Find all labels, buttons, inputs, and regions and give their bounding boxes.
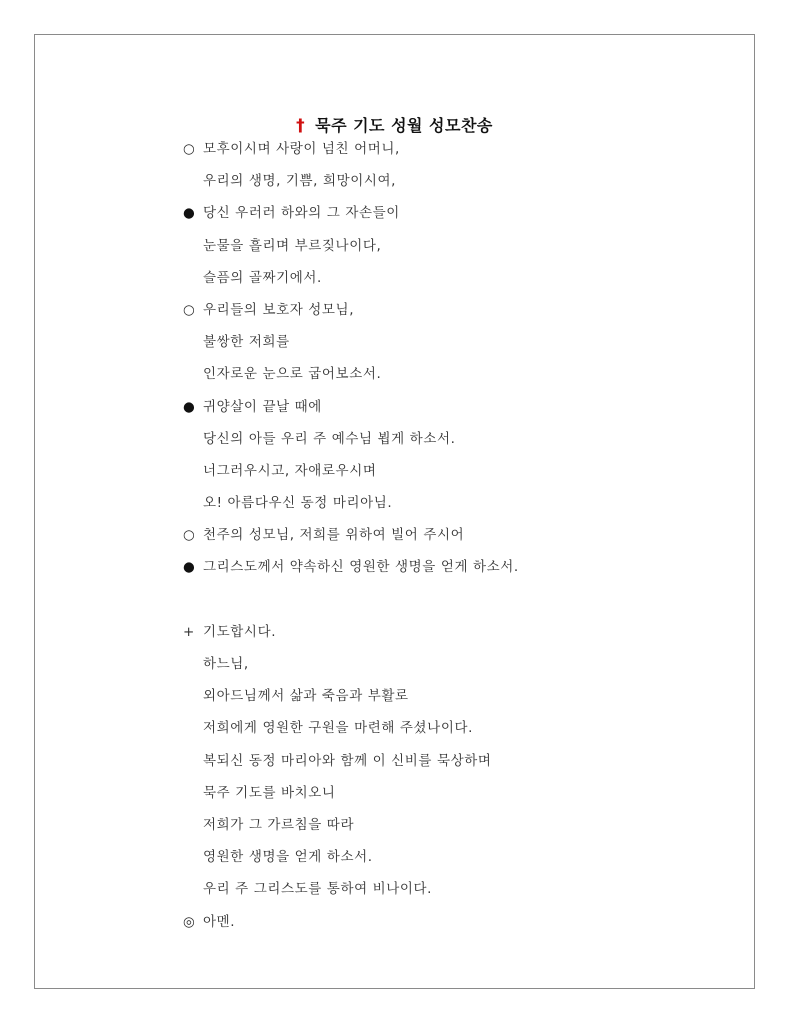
document-page (34, 34, 755, 989)
prayer-line (183, 165, 519, 197)
double-circle-icon: ◎ (183, 913, 196, 930)
plus-icon: + (183, 623, 195, 640)
line-text: 우리의 생명, 기쁨, 희망이시여, (203, 173, 397, 190)
prayer-line (183, 133, 519, 165)
prayer-line (183, 873, 519, 905)
prayer-line (183, 294, 519, 326)
prayer-line (183, 712, 519, 744)
line-text: 모후이시며 사랑이 넘친 어머니, (203, 141, 400, 157)
prayer-line (183, 519, 519, 551)
line-text: 묵주 기도를 바치오니 (203, 784, 336, 801)
prayer-line (183, 358, 519, 390)
line-text: 인자로운 눈으로 굽어보소서. (203, 366, 382, 383)
line-text: 저희가 그 가르침을 따라 (203, 816, 355, 833)
line-text: 영원한 생명을 얻게 하소서. (203, 849, 373, 866)
line-text: 외아드님께서 삶과 죽음과 부활로 (203, 688, 409, 705)
prayer-line (183, 197, 519, 229)
line-text: 오! 아름다우신 동정 마리아님. (203, 495, 393, 512)
line-text: 천주의 성모님, 저희를 위하여 빌어 주시어 (203, 527, 465, 544)
prayer-line (183, 616, 519, 648)
line-text: 당신의 아들 우리 주 예수님 뵙게 하소서. (203, 430, 456, 447)
prayer-line (183, 455, 519, 487)
line-text: 복되신 동정 마리아와 함께 이 신비를 묵상하며 (203, 752, 492, 769)
filled-circle-icon: ● (183, 205, 196, 222)
line-text: 귀양살이 끝날 때에 (203, 398, 322, 415)
prayer-line (183, 230, 519, 262)
line-text: 우리들의 보호자 성모님, (203, 301, 355, 318)
prayer-text (183, 133, 519, 938)
prayer-line (183, 680, 519, 712)
open-circle-icon: ○ (183, 141, 196, 157)
line-text: 하느님, (203, 656, 249, 672)
filled-circle-icon: ● (183, 398, 196, 415)
blank-line (183, 584, 519, 616)
line-text: 너그러우시고, 자애로우시며 (203, 462, 377, 479)
prayer-line (183, 777, 519, 809)
title-text: 묵주 기도 성월 성모찬송 (315, 116, 493, 135)
prayer-line (183, 423, 519, 455)
line-text: 저희에게 영원한 구원을 마련해 주셨나이다. (203, 720, 473, 737)
line-text: 그리스도께서 약속하신 영원한 생명을 얻게 하소서. (203, 559, 519, 576)
prayer-line (183, 326, 519, 358)
filled-circle-icon: ● (183, 559, 196, 576)
line-text: 당신 우러러 하와의 그 자손들이 (203, 205, 400, 222)
prayer-line (183, 906, 519, 938)
prayer-line (183, 648, 519, 680)
prayer-line (183, 841, 519, 873)
prayer-line (183, 809, 519, 841)
red-cross-icon: † (296, 116, 306, 136)
line-text: 눈물을 흘리며 부르짖나이다, (203, 237, 382, 254)
line-text: 불쌍한 저희를 (203, 334, 290, 351)
line-text: 슬픔의 골짜기에서. (203, 269, 322, 286)
prayer-line (183, 487, 519, 519)
prayer-line (183, 551, 519, 583)
line-text: 기도합시다. (203, 623, 277, 640)
prayer-line (183, 262, 519, 294)
prayer-line (183, 745, 519, 777)
open-circle-icon: ○ (183, 301, 196, 318)
prayer-line (183, 391, 519, 423)
open-circle-icon: ○ (183, 527, 196, 544)
line-text: 아멘. (203, 913, 236, 930)
line-text: 우리 주 그리스도를 통하여 비나이다. (203, 881, 433, 898)
